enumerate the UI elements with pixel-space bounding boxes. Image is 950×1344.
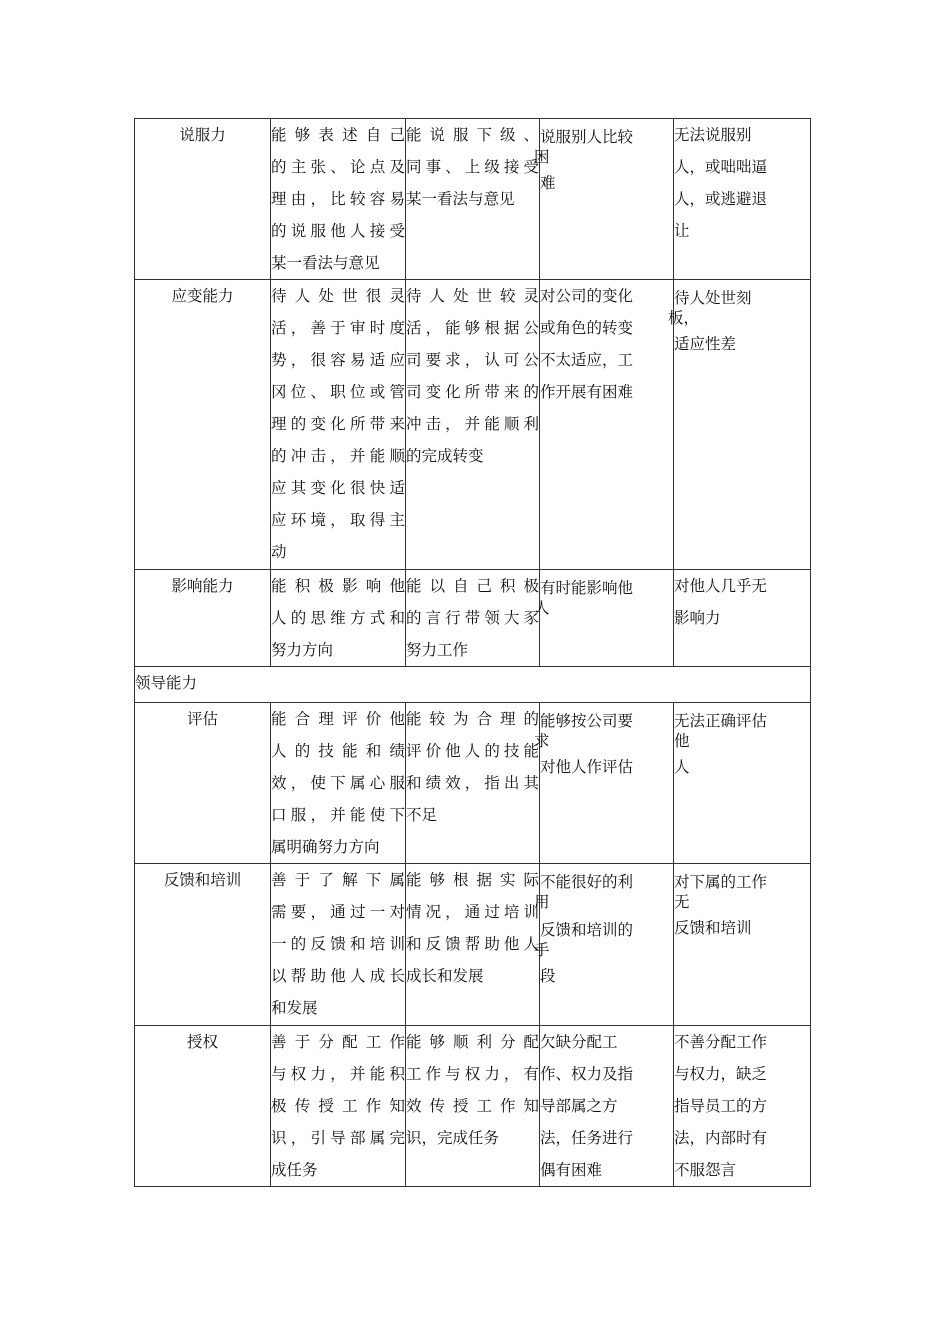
level-1-cell: 待人处世很灵 活，善于审时度 势，很容易适应 冈位、职位或管 理的变化所带来 的冲击，并能顺 应其变化很快适 应环境，取得主 动 xyxy=(271,280,406,570)
level-4-cell: 无法正确评估 他 人 xyxy=(674,703,811,864)
level-4-cell: 无法说服别 人，或咄咄逼 人，或逃避退 让 xyxy=(674,119,811,280)
level-2-cell: 能够顺利分配 工作与权力，有 效传授工作知 识，完成任务 xyxy=(406,1026,540,1187)
competency-name: 评估 xyxy=(135,703,271,864)
level-3-cell: 对公司的变化 或角色的转变 不太适应，工 作开展有困难 xyxy=(540,280,674,570)
table-row xyxy=(135,1026,811,1187)
competency-name: 影响能力 xyxy=(135,570,271,667)
competency-name: 应变能力 xyxy=(135,280,271,570)
level-2-cell: 能说服下级、 同事、上级接受 某一看法与意见 xyxy=(406,119,540,280)
section-row xyxy=(135,667,811,703)
level-1-cell: 能积极影响他 人的思维方式和 努力方向 xyxy=(271,570,406,667)
level-1-cell: 能合理评价他 人的技能和绩 效，使下属心服 口服，并能使下 属明确努力方向 xyxy=(271,703,406,864)
competency-name: 反馈和培训 xyxy=(135,864,271,1026)
level-4-cell: 不善分配工作 与权力，缺乏 指导员工的方 法，内部时有 不服怨言 xyxy=(674,1026,811,1187)
section-title: 领导能力 xyxy=(135,667,811,703)
level-1-cell: 善于分配工作 与权力，并能积 极传授工作知 识，引导部属完 成任务 xyxy=(271,1026,406,1187)
level-3-cell: 有时能影响他 人 xyxy=(540,570,674,667)
level-1-cell: 善于了解下属 需要，通过一对 一的反馈和培训 以帮助他人成长 和发展 xyxy=(271,864,406,1026)
level-2-cell: 能够根据实际 情况，通过培训 和反馈帮助他人 成长和发展 xyxy=(406,864,540,1026)
table-row xyxy=(135,119,811,280)
level-3-cell: 欠缺分配工 作、权力及指 导部属之方 法，任务进行 偶有困难 xyxy=(540,1026,674,1187)
competency-name: 授权 xyxy=(135,1026,271,1187)
level-3-cell: 不能很好的利 用 反馈和培训的 手 段 xyxy=(540,864,674,1026)
table-row xyxy=(135,280,811,570)
table-row xyxy=(135,864,811,1026)
table-row xyxy=(135,570,811,667)
level-4-cell: 待人处世刻 板， 适应性差 xyxy=(674,280,811,570)
level-2-cell: 待人处世较灵 活，能够根据公 司要求，认可公 司变化所带来的 冲击，并能顺利 的完成转变 xyxy=(406,280,540,570)
level-2-cell: 能以自己积极 的言行带领大豕 努力工作 xyxy=(406,570,540,667)
level-2-cell: 能较为合理的 评价他人的技能 和绩效，指出其 不足 xyxy=(406,703,540,864)
level-3-cell: 能够按公司要 求 对他人作评估 xyxy=(540,703,674,864)
level-4-cell: 对他人几乎无 影响力 xyxy=(674,570,811,667)
level-1-cell: 能够表述自己 的主张、论点及 理由，比较容易 的说服他人接受 某一看法与意见 xyxy=(271,119,406,280)
level-4-cell: 对下属的工作 无 反馈和培训 xyxy=(674,864,811,1026)
level-3-cell: 说服别人比较 困 难 xyxy=(540,119,674,280)
competency-table xyxy=(134,118,811,1187)
table-row xyxy=(135,703,811,864)
competency-name: 说服力 xyxy=(135,119,271,280)
